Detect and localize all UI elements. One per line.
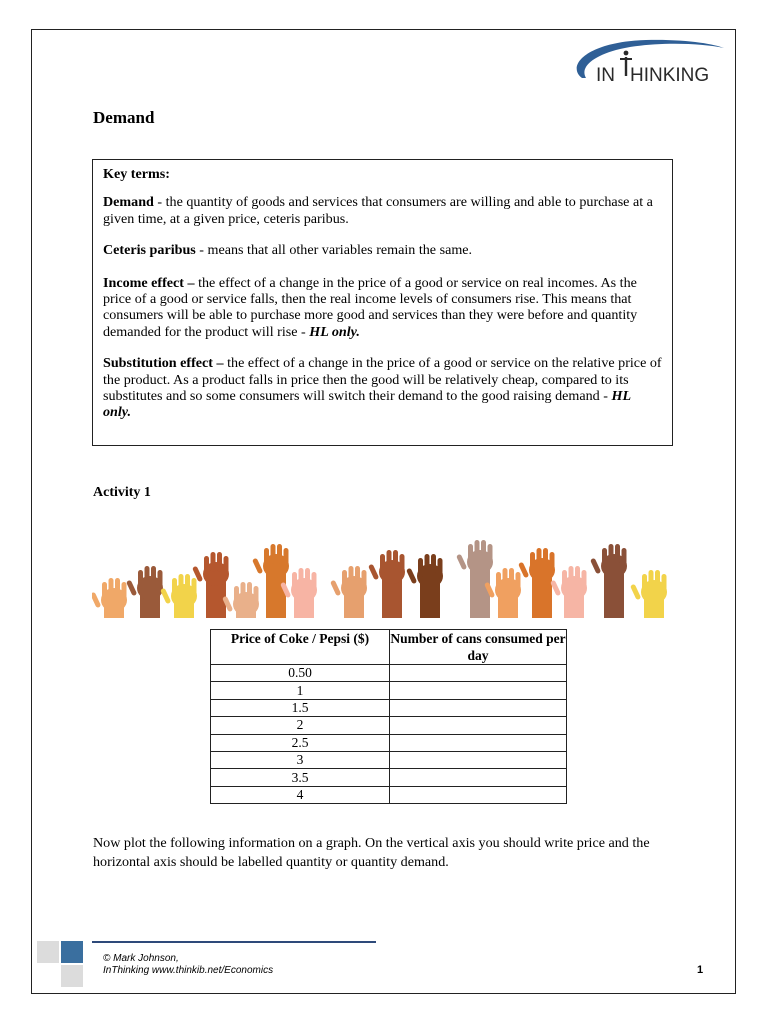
hand-icon [126,566,163,618]
table-row [211,786,567,803]
footer-decor-square [61,965,83,987]
price-cell: 1.5 [211,699,390,716]
table-row [211,682,567,699]
price-cell: 1 [211,682,390,699]
hand-icon [456,540,493,618]
hand-icon [368,550,405,618]
quantity-cell[interactable] [390,751,567,768]
quantity-cell[interactable] [390,734,567,751]
activity-title: Activity 1 [93,485,151,500]
price-cell: 0.50 [211,665,390,682]
table-header-row [211,630,567,665]
substitution-effect-definition [103,355,662,421]
hand-icon [330,566,367,618]
quantity-cell[interactable] [390,769,567,786]
price-column-header: Price of Coke / Pepsi ($) [211,630,390,665]
footer-decor-square [61,941,83,963]
demand-text: - the quantity of goods and services that consumers are willing and able to purchase at a given time, at a given price, ceteris paribus. [103,194,653,227]
footer-site: InThinking www.thinkib.net/Economics [103,965,274,976]
price-cell: 3 [211,751,390,768]
hand-icon [550,566,587,618]
table-row [211,751,567,768]
income-effect-hl-note: HL only. [309,323,360,340]
ceteris-paribus-definition [103,242,662,258]
price-cell: 2.5 [211,734,390,751]
quantity-cell[interactable] [390,717,567,734]
key-terms-heading: Key terms: [103,166,170,182]
quantity-cell[interactable] [390,699,567,716]
page-title: Demand [93,108,155,127]
income-effect-text: the effect of a change in the price of a good or service on real incomes. As the price of a good or service falls, then the real income levels of consumers rise. This means that consumers will be able to purchase more good and services than they were before and quantity demanded for the product will rise - [103,274,638,340]
demand-term: Demand [103,194,154,211]
hand-icon [518,548,555,618]
table-row [211,769,567,786]
table-row [211,734,567,751]
hand-icon [406,554,443,618]
substitution-effect-hl-note: HL only. [103,388,631,421]
footer-credit [103,953,273,977]
svg-text:IN: IN [596,65,615,86]
hand-icon [590,544,627,618]
price-cell: 2 [211,717,390,734]
price-cell: 4 [211,786,390,803]
substitution-effect-term: Substitution effect – [103,355,224,372]
quantity-cell[interactable] [390,682,567,699]
income-effect-definition [103,275,662,341]
table-row [211,665,567,682]
hand-icon [92,578,127,618]
price-quantity-table [210,629,567,804]
table-row [211,717,567,734]
substitution-effect-text: the effect of a change in the price of a good or service on the relative price of the product. As a product falls in price then the good will be relatively cheap, compared to its substitutes and so some consumers will switch their demand to the good raising demand - [103,355,662,405]
ceteris-paribus-term: Ceteris paribus [103,242,196,259]
quantity-cell[interactable] [390,665,567,682]
footer-decor-square [37,941,59,963]
ceteris-paribus-text: - means that all other variables remain the same. [195,242,473,259]
key-terms-box [92,159,673,446]
hand-icon [222,582,259,618]
income-effect-term: Income effect – [103,274,195,291]
hand-icon [160,574,197,618]
hand-icon [192,552,229,618]
hand-icon [630,570,667,618]
quantity-column-header: Number of cans consumed per day [390,631,566,663]
table-row [211,699,567,716]
svg-text:HINKING: HINKING [630,65,710,86]
quantity-cell[interactable] [390,786,567,803]
price-cell: 3.5 [211,769,390,786]
page-number: 1 [697,964,704,976]
raised-hands-illustration [92,518,682,618]
inthinking-logo [566,36,726,92]
footer-rule [92,941,376,943]
graph-instructions: Now plot the following information on a graph. On the vertical axis you should write price and the horizontal axis should be labelled quantity or quantity demand. [93,835,650,870]
demand-definition [103,194,662,227]
footer-copyright: © Mark Johnson, [103,953,179,964]
